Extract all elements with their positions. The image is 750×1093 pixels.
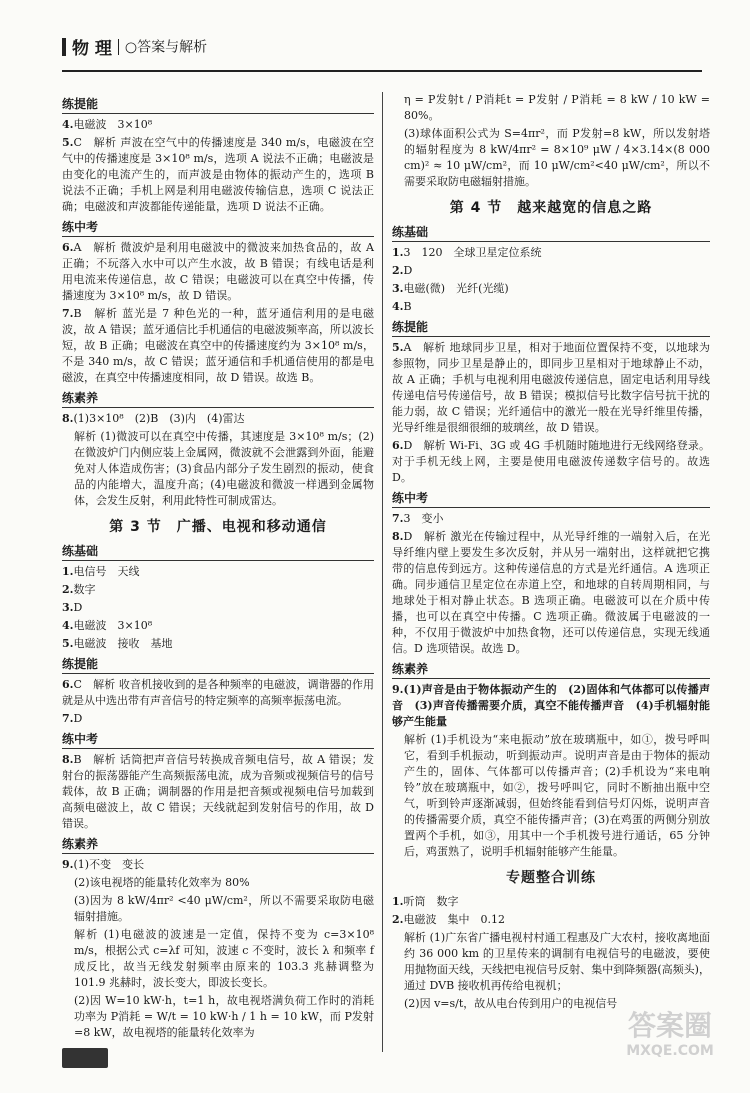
answer-text: A 解析 微波炉是利用电磁波中的微波来加热食品的，故 A 正确；不玩落入水中可以产生水波，故 B 错误；有线电话是利用电流来传递信息，故 C 错误；电磁波可以在真空中传播，传播速度为 3×10⁸ m/s，故 D 错误。 — [62, 241, 374, 302]
question-number: 5. — [392, 341, 404, 354]
explanation-text: (2)因 W=10 kW·h，t=1 h，故电视塔满负荷工作时的消耗功率为 P消耗 = W/t = 10 kW·h / 1 h = 10 kW，而 P发射=8 kW，故电视塔的能量转化效率为 — [74, 994, 374, 1039]
answer-text: A 解析 地球同步卫星，相对于地面位置保持不变，以地球为参照物，同步卫星是静止的，即同步卫星相对于地球静止不动，故 A 正确；手机与电视利用电磁波传递信息，固定电话利用导线传递电信号传递信号，故 B 错误；模拟信号比数字信号抗干扰的能力弱，故 C 错误；光纤通信中的激光一般在光导纤维里传播，光导纤维是很细很细的玻璃丝，故 D 错误。 — [392, 341, 710, 434]
answer-item — [392, 894, 710, 910]
answer-item — [62, 306, 374, 386]
answer-item — [62, 135, 374, 215]
chapter-title: 专题整合训练 — [506, 870, 596, 886]
answer-text: C 解析 声波在空气中的传播速度是 340 m/s，电磁波在空气中的传播速度是 3×10⁸ m/s，选项 A 说法不正确；电磁波是由变化的电流产生的，而声波是由物体的振动产生的，选项 B 说法不正确；手机上网是利用电磁波传输信息，选项 C 说法正确；电磁波和声波都能传递能量，选项 D 说法不正确。 — [62, 136, 374, 213]
answer-text: (1)不变 变长 — [73, 858, 145, 871]
question-number: 7. — [62, 712, 74, 725]
answer-text: 数字 — [73, 583, 96, 596]
answer-text: 电磁波 3×10⁸ — [73, 619, 153, 632]
watermark-text: 答案圈 — [627, 1009, 712, 1042]
question-number: 7. — [392, 512, 404, 525]
question-number: 6. — [62, 241, 74, 254]
chapter-title: 第 3 节 广播、电视和移动通信 — [109, 519, 327, 535]
chapter-title: 第 4 节 越来越宽的信息之路 — [449, 200, 653, 216]
answer-text: 电磁(微) 光纤(光缆) — [403, 282, 509, 295]
page-header — [62, 34, 702, 72]
answer-text: 电磁波 接收 基地 — [73, 637, 173, 650]
answer-text: D — [403, 264, 413, 277]
answer-item — [62, 411, 374, 427]
answer-text: D — [73, 601, 83, 614]
right-column — [392, 92, 710, 1014]
question-number: 8. — [62, 753, 74, 766]
page-number-block — [62, 1048, 108, 1068]
explanation-text: 解析 (1)手机设为“来电振动”放在玻璃瓶中，如①，拨号呼叫它，看到手机振动，听到振动声。说明声音是由于物体的振动产生的，固体、气体都可以传播声音；(2)手机设为“来电响铃”放在玻璃瓶中，如②，拨号呼叫它，同时不断抽出瓶中空气，听到铃声逐渐减弱，但始终能看到信号灯闪烁，说明声音的传播需要介质，真空不能传播声音；(3)在鸡蛋的两侧分别放置两个手机，如③，用其中一个手机拨号进行通话，65 分钟后，鸡蛋熟了，说明手机辐射能够产生能量。 — [404, 733, 710, 858]
answer-item — [392, 263, 710, 279]
answer-text: 听筒 数字 — [403, 895, 459, 908]
header-separator — [118, 39, 119, 55]
section-heading: 练中考 — [392, 490, 710, 508]
explanation-text: 解析 (1)广东省广播电视村村通工程惠及广大农村，接收离地面约 36 000 km 的卫星传来的调制有电视信号的电磁波，要使用抛物面天线，天线把电视信号反射、集中到降频器(高频头)，通过 DVB 接收机再传给电视机； — [404, 931, 710, 992]
answer-item — [392, 912, 710, 928]
answer-item — [392, 511, 710, 527]
question-number: 2. — [392, 913, 404, 926]
header-subject: 物 理 — [72, 39, 112, 59]
question-number: 1. — [392, 246, 404, 259]
question-number: 1. — [392, 895, 404, 908]
question-number: 4. — [62, 118, 74, 131]
question-number: 7. — [62, 307, 74, 320]
explanation-text: 解析 (1)电磁波的波速是一定值，保持不变为 c=3×10⁸ m/s，根据公式 c=λf 可知，波速 c 不变时，波长 λ 和频率 f 成反比，故当无线发射频率由原来的 103.3 兆赫调整为 101.9 兆赫时，波长变大，即波长变长。 — [74, 928, 374, 989]
question-number: 8. — [392, 530, 404, 543]
answer-item — [392, 281, 710, 297]
question-number: 5. — [62, 136, 74, 149]
section-heading: 练基础 — [392, 224, 710, 242]
section-heading: 练中考 — [62, 731, 374, 749]
answer-text: D — [73, 712, 83, 725]
answer-text: (1)3×10⁸ (2)B (3)内 (4)雷达 — [73, 412, 245, 425]
question-number: 5. — [62, 637, 74, 650]
header-subtitle: ○答案与解析 — [124, 39, 208, 56]
answer-text: 电磁波 3×10⁸ — [73, 118, 153, 131]
answer-text: B 解析 蓝光是 7 种色光的一种，蓝牙通信利用的是电磁波，故 A 错误；蓝牙通信比手机通信的电磁波频率高，所以波长短，故 B 正确；电磁波在真空中的传播速度约为 3×10⁸ m/s，不是 340 m/s，故 C 错误；蓝牙通信和手机通信使用的都是电磁波，在真空中传播速度相同，故 D 错误。故选 B。 — [62, 307, 374, 384]
question-number: 4. — [392, 300, 404, 313]
section-heading: 练基础 — [62, 543, 374, 561]
answer-item — [392, 438, 710, 486]
question-number: 6. — [62, 678, 74, 691]
question-number: 3. — [392, 282, 404, 295]
question-number: 1. — [62, 565, 74, 578]
explanation-text: (3)因为 8 kW/4πr² <40 μW/cm²，所以不需要采取防电磁辐射措施。 — [74, 894, 374, 923]
answer-item — [62, 857, 374, 873]
left-column — [62, 92, 374, 1043]
answer-item — [392, 682, 710, 730]
answer-text: B 解析 话筒把声音信号转换成音频电信号，故 A 错误；发射台的振荡器能产生高频振荡电流，成为音频或视频信号的信号载体，故 B 正确；调制器的作用是把音频或视频电信号加载到高频电磁波上，故 C 错误；天线就起到发射信号的作用，故 D 错误。 — [62, 753, 374, 830]
question-number: 2. — [62, 583, 74, 596]
question-number: 4. — [62, 619, 74, 632]
answer-text: (1)声音是由于物体振动产生的 (2)固体和气体都可以传播声音 (3)声音传播需要介质，真空不能传播声音 (4)手机辐射能够产生能量 — [392, 683, 710, 728]
question-number: 8. — [62, 412, 74, 425]
explanation-text: η = P发射t / P消耗t = P发射 / P消耗 = 8 kW / 10 kW = 80%。 — [404, 93, 710, 122]
explanation-text: (2)该电视塔的能量转化效率为 80% — [74, 876, 250, 889]
section-heading: 练提能 — [62, 656, 374, 674]
answer-item — [62, 117, 374, 133]
answer-text: D 解析 Wi-Fi、3G 或 4G 手机随时随地进行无线网络登录。对于手机无线上网，主要是使用电磁波传递数字信号的。故选 D。 — [392, 439, 710, 484]
section-heading: 练素养 — [62, 390, 374, 408]
question-number: 9. — [392, 683, 404, 696]
answer-item — [62, 582, 374, 598]
section-heading: 练素养 — [62, 836, 374, 854]
answer-text: 电信号 天线 — [73, 565, 140, 578]
question-number: 3. — [62, 601, 74, 614]
answer-item — [62, 564, 374, 580]
column-divider — [382, 92, 383, 1052]
answer-text: B — [403, 300, 412, 313]
watermark-url: MXQE.COM — [626, 1043, 714, 1059]
answer-item — [392, 340, 710, 436]
section-heading: 练中考 — [62, 219, 374, 237]
question-number: 6. — [392, 439, 404, 452]
section-heading: 练提能 — [392, 319, 710, 337]
header-bar — [62, 38, 66, 56]
explanation-text: 解析 (1)微波可以在真空中传播，其速度是 3×10⁸ m/s；(2)在微波炉门内侧应装上金属网，微波就不会泄露到外面，能避免对人体造成伤害；(3)食品内部分子发生剧烈的振动，使食品的内能增大，温度升高；(4)电磁波和微波一样遇到金属物体，会发生反射，利用此特性可制成雷达。 — [74, 430, 374, 507]
watermark-logo — [610, 1009, 730, 1079]
section-heading: 练提能 — [62, 96, 374, 114]
answer-item — [62, 677, 374, 709]
answer-item — [392, 245, 710, 261]
answer-item — [62, 240, 374, 304]
answer-item — [392, 299, 710, 315]
answer-text: D 解析 激光在传输过程中，从光导纤维的一端射入后，在光导纤维内壁上要发生多次反射，并从另一端射出，这样就把它携带的信息传到远方。这种传递信息的方式是光纤通信。A 选项正确。同步通信卫星定位在赤道上空，和地球的自转周期相同，与地球处于相对静止状态。B 选项正确。电磁波可以在介质中传播，也可以在真空中传播。C 选项正确。微波属于电磁波的一种，不仅用于微波炉中加热食物，还可以传递信息，实现无线通信。D 选项错误。故选 D。 — [392, 530, 710, 655]
section-heading: 练素养 — [392, 661, 710, 679]
answer-item — [62, 618, 374, 634]
answer-item — [392, 529, 710, 657]
question-number: 2. — [392, 264, 404, 277]
question-number: 9. — [62, 858, 74, 871]
explanation-text: (3)球体面积公式为 S=4πr²，而 P发射=8 kW，所以发射塔的辐射程度为 8 kW/4πr² = 8×10⁹ μW / 4×3.14×(8 000 cm)² ≈ 10 μW/cm²，而 10 μW/cm²<40 μW/cm²，所以不需要采取防电磁辐射措施。 — [404, 127, 710, 188]
answer-item — [62, 752, 374, 832]
answer-item — [62, 600, 374, 616]
answer-text: C 解析 收音机接收到的是各种频率的电磁波，调谐器的作用就是从中选出带有声音信号的特定频率的高频率振荡电流。 — [62, 678, 374, 707]
answer-text: 电磁波 集中 0.12 — [403, 913, 505, 926]
answer-text: 3 变小 — [403, 512, 444, 525]
answer-text: 3 120 全球卫星定位系统 — [403, 246, 542, 259]
answer-item — [62, 711, 374, 727]
answer-item — [62, 636, 374, 652]
explanation-text: (2)因 v=s/t，故从电台传到用户的电视信号 — [404, 997, 618, 1010]
